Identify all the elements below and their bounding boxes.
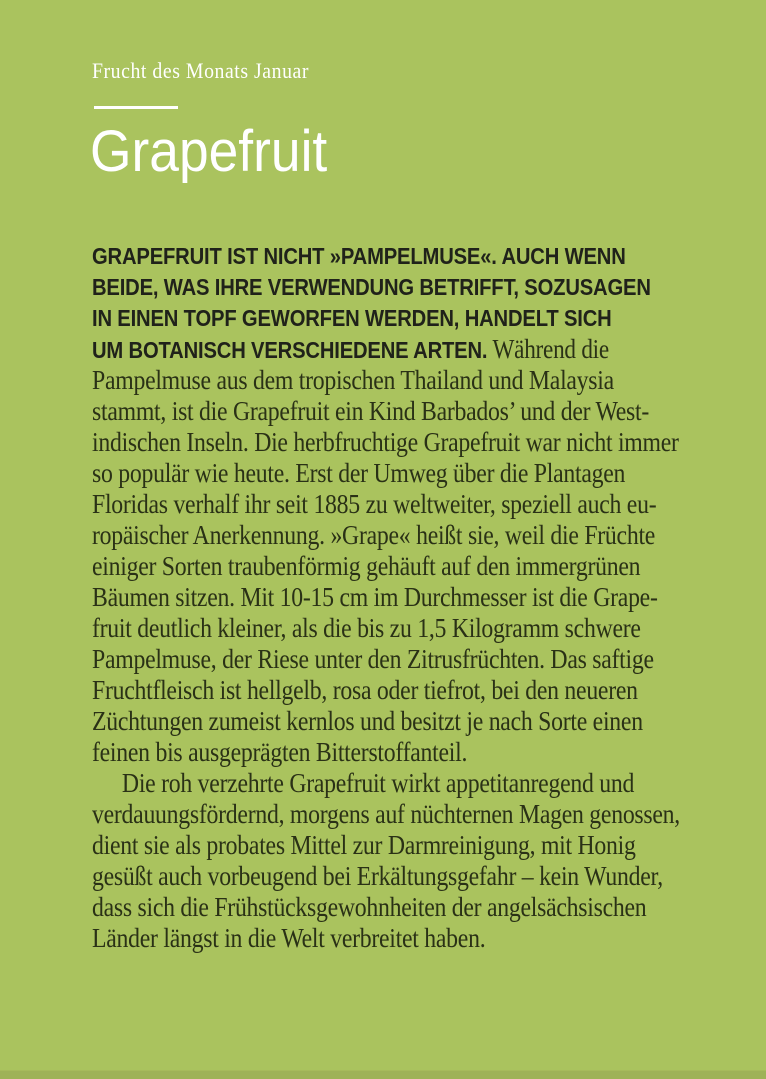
body-line: Länder längst in die Welt verbreitet haben. bbox=[92, 923, 486, 953]
lead-tail-text: Während die bbox=[487, 334, 609, 364]
page-title: Grapefruit bbox=[90, 119, 328, 184]
lead-line-mixed bbox=[92, 334, 651, 365]
body-line: indischen Inseln. Die herbfruchtige Grapefruit war nicht immer bbox=[92, 427, 679, 457]
body-line: dient sie als probates Mittel zur Darmreinigung, mit Honig bbox=[92, 830, 636, 860]
article-body bbox=[92, 241, 742, 954]
body-line: einiger Sorten traubenförmig gehäuft auf den immergrünen bbox=[92, 551, 641, 581]
body-line: fruit deutlich kleiner, als die bis zu 1,5 Kilogramm schwere bbox=[92, 613, 641, 643]
body-line: Züchtungen zumeist kernlos und besitzt je nach Sorte einen bbox=[92, 706, 643, 736]
title-rule bbox=[94, 106, 178, 109]
page-bottom-edge bbox=[0, 1070, 766, 1079]
body-line: dass sich die Frühstücksgewohnheiten der angelsächsischen bbox=[92, 892, 647, 922]
body-line: so populär wie heute. Erst der Umweg über die Plantagen bbox=[92, 458, 626, 488]
body-line: Floridas verhalf ihr seit 1885 zu weltweiter, speziell auch eu- bbox=[92, 489, 657, 519]
body-line: Die roh verzehrte Grapefruit wirkt appetitanregend und bbox=[121, 768, 635, 798]
body-line: Bäumen sitzen. Mit 10-15 cm im Durchmesser ist die Grape- bbox=[92, 582, 658, 612]
body-line: Fruchtfleisch ist hellgelb, rosa oder tiefrot, bei den neueren bbox=[92, 675, 638, 705]
lead-line: GRAPEFRUIT IST NICHT »PAMPELMUSE«. AUCH WENN bbox=[92, 243, 626, 269]
body-line: stammt, ist die Grapefruit ein Kind Barbados’ und der West- bbox=[92, 396, 650, 426]
body-line: Pampelmuse aus dem tropischen Thailand und Malaysia bbox=[92, 365, 614, 395]
lead-line: IN EINEN TOPF GEWORFEN WERDEN, HANDELT SICH bbox=[92, 305, 612, 331]
kicker: Frucht des Monats Januar bbox=[92, 58, 309, 83]
body-line: ropäischer Anerkennung. »Grape« heißt sie, weil die Früchte bbox=[92, 520, 656, 550]
lead-line: BEIDE, WAS IHRE VERWENDUNG BETRIFFT, SOZUSAGEN bbox=[92, 274, 651, 300]
body-line: Pampelmuse, der Riese unter den Zitrusfrüchten. Das saftige bbox=[92, 644, 654, 674]
body-line: feinen bis ausgeprägten Bitterstoffanteil. bbox=[92, 737, 468, 767]
lead-final-text: UM BOTANISCH VERSCHIEDENE ARTEN. bbox=[92, 337, 488, 363]
body-line: gesüßt auch vorbeugend bei Erkältungsgefahr – kein Wunder, bbox=[92, 861, 663, 891]
body-line: verdauungsfördernd, morgens auf nüchternen Magen genossen, bbox=[92, 799, 680, 829]
